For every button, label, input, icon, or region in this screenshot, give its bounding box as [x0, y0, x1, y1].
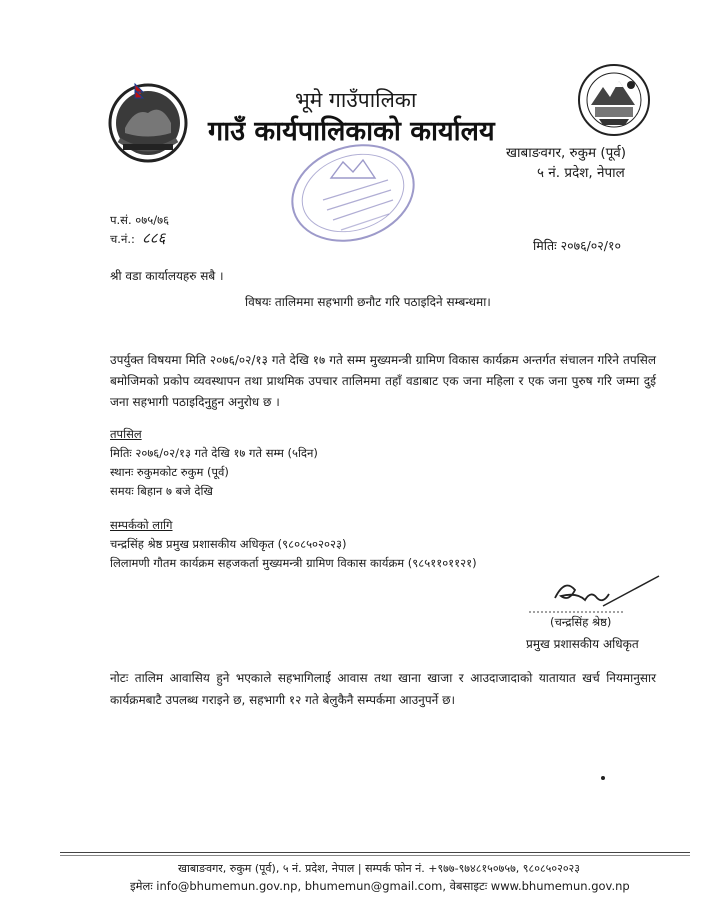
schedule-date: मितिः २०७६/०२/१३ गते देखि १७ गते सम्म (५दिन) [110, 446, 318, 460]
contacts-heading: सम्पर्कको लागि [110, 518, 173, 532]
signatory-name: (चन्द्रसिंह श्रेष्ठ) [550, 615, 612, 629]
address-line-1: खाबाङवगर, रुकुम (पूर्व) [506, 145, 627, 161]
reference-number: प.सं. ०७५/७६ [110, 213, 170, 227]
footer-divider-secondary [60, 855, 690, 856]
municipality-logo-icon [577, 63, 651, 137]
footer-divider [60, 852, 690, 853]
office-title: गाउँ कार्यपालिकाको कार्यालय [208, 116, 495, 147]
signature-icon [525, 570, 660, 620]
note-paragraph: नोटः तालिम आवासिय हुने भएकाले सहभागिलाई आवास तथा खाना खाजा र आउदाजादाको यातायात खर्च नियमानुसार कार्यक्रमबाटै उपलब्ध गराइने छ, सहभागी १२ गते बेलुकैनै सम्पर्कमा आउनुपर्ने छ। [110, 671, 656, 707]
address-line-2: ५ नं. प्रदेश, नेपाल [537, 165, 625, 181]
dispatch-number-handwritten: ८८६ [142, 229, 166, 247]
ink-dot [601, 776, 605, 780]
schedule-time: समयः बिहान ७ बजे देखि [110, 484, 213, 498]
nepal-emblem-icon [105, 78, 191, 164]
recipient: श्री वडा कार्यालयहरु सबै । [110, 269, 224, 283]
footer-contact: इमेलः info@bhumemun.gov.np, bhumemun@gmail.com, वेबसाइटः www.bhumemun.gov.np [130, 879, 630, 893]
contact-line-2: लिलामणी गौतम कार्यक्रम सहजकर्ता मुख्यमन्त्री ग्रामिण विकास कार्यक्रम (९८५११०११२१) [110, 556, 477, 570]
footer-address: खाबाङवगर, रुकुम (पूर्व), ५ नं. प्रदेश, नेपाल | सम्पर्क फोन नं. +९७७-९७४८१५०७५७, ९८०८५०२०२३ [178, 862, 580, 875]
schedule-heading: तपसिल [110, 427, 142, 441]
letter-date: मितिः २०७६/०२/१० [533, 238, 621, 253]
schedule-place: स्थानः रुकुमकोट रुकुम (पूर्व) [110, 465, 229, 479]
subject-line: विषयः तालिममा सहभागी छनौट गरि पठाइदिने सम्बन्धमा। [245, 295, 491, 309]
office-stamp-icon [283, 138, 423, 248]
signatory-title: प्रमुख प्रशासकीय अधिकृत [526, 637, 639, 651]
dispatch-number-label: च.नं.: [110, 232, 135, 246]
body-paragraph: उपर्युक्त विषयमा मिति २०७६/०२/१३ गते देखि १७ गते सम्म मुख्यमन्त्री ग्रामिण विकास कार्यक्रम अन्तर्गत संचालन गरिने तपसिल बमोजिमको प्रकोप व्यवस्थापन तथा प्राथमिक उपचार तालिममा तहाँ वडाबाट एक जना महिला र एक जना पुरुष गरि जम्मा दुई जना सहभागी पठाइदिनुहुन अनुरोध छ । [110, 353, 656, 409]
contact-line-1: चन्द्रसिंह श्रेष्ठ प्रमुख प्रशासकीय अधिकृत (९८०८५०२०२३) [110, 537, 347, 551]
municipality-name: भूमे गाउँपालिका [295, 88, 417, 112]
